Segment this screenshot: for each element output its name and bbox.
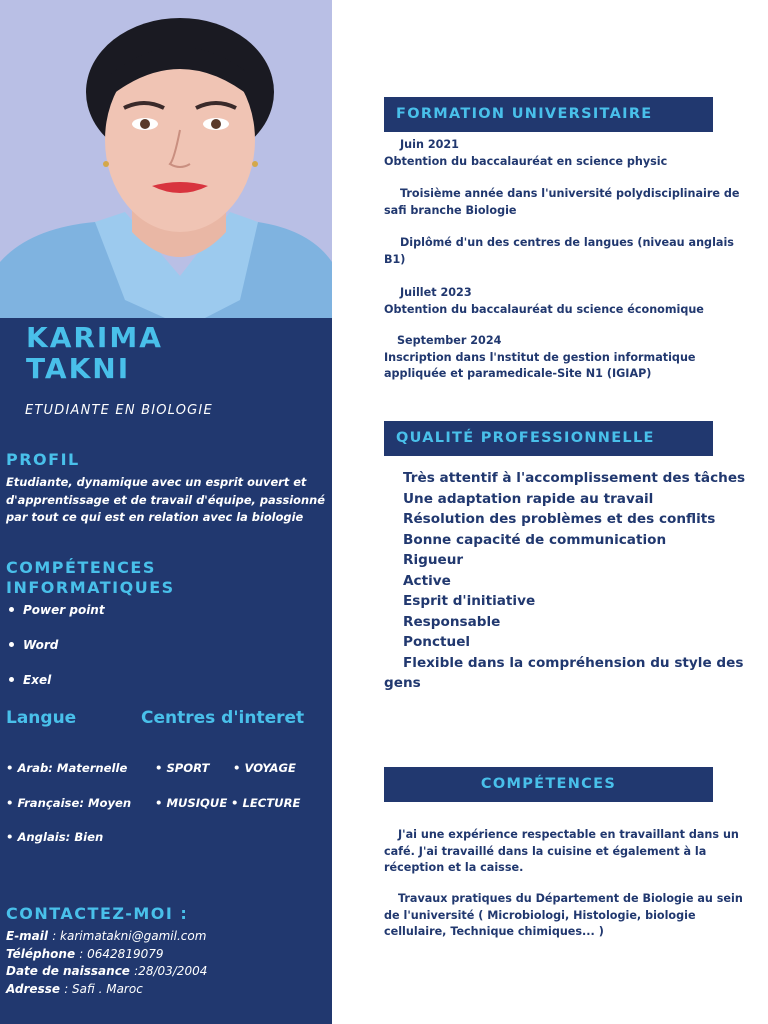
interest-item: • SPORT [155, 761, 210, 775]
contact-details [6, 928, 326, 998]
contact-email: E-mail : karimatakni@gamil.com [6, 929, 207, 943]
contact-heading: CONTACTEZ-MOI : [6, 904, 189, 923]
phone-value: : 0642819079 [79, 946, 164, 961]
list-item: Responsable [403, 613, 501, 630]
list-item: Une adaptation rapide au travail [403, 490, 654, 507]
formation-entry: Diplômé d'un des centres de langues (niveau anglais B1) [384, 236, 734, 266]
skills-list [8, 600, 105, 705]
profile-photo [0, 0, 332, 318]
address-value: : Safi . Maroc [64, 981, 143, 996]
formation-entry: September 2024 Inscription dans l'nstitut de gestion informatique appliquée et paramedicale-Site N1 (IGIAP) [384, 334, 696, 380]
formation-heading: FORMATION UNIVERSITAIRE [384, 97, 713, 132]
interest-item: • MUSIQUE [155, 796, 228, 810]
list-item: Ponctuel [403, 634, 471, 650]
first-name: KARIMA [26, 321, 163, 354]
language-item: • Française: Moyen [6, 796, 132, 810]
email-value[interactable]: : karimatakni@gamil.com [52, 929, 207, 943]
list-item: Esprit d'initiative [403, 593, 536, 609]
list-item: Bonne capacité de communication [403, 531, 667, 548]
qualite-heading: QUALITÉ PROFESSIONNELLE [384, 421, 713, 456]
contact-birth: Date de naissance :28/03/2004 [6, 964, 208, 978]
list-item: Word [8, 635, 105, 670]
list-item: Rigueur [403, 552, 464, 568]
bullet-icon [9, 677, 14, 682]
bullet-icon [9, 607, 14, 612]
birth-value: :28/03/2004 [134, 964, 208, 978]
bullet-icon [9, 642, 14, 647]
list-item: Exel [8, 670, 105, 705]
formation-entry: Troisième année dans l'université polydisciplinaire de safi branche Biologie [384, 187, 740, 217]
list-item: Power point [8, 600, 105, 635]
list-item: Résolution des problèmes et des conflits [403, 511, 716, 527]
language-item: • Anglais: Bien [6, 830, 104, 844]
interets-heading: Centres d'interet [141, 708, 305, 728]
langue-heading: Langue [6, 708, 77, 728]
language-item: • Arab: Maternelle [6, 761, 128, 775]
last-name: TAKNI [26, 352, 131, 385]
interest-item: • VOYAGE [233, 761, 296, 775]
job-title: ETUDIANTE EN BIOLOGIE [25, 403, 213, 418]
interest-item: • LECTURE [231, 796, 301, 810]
formation-entry: Juillet 2023 Obtention du baccalauréat du science économique [384, 286, 704, 316]
list-item: Très attentif à l'accomplissement des tâches [403, 470, 746, 486]
competence-paragraph: Travaux pratiques du Département de Biologie au sein de l'université ( Microbiologi, Histologie, biologie cellulaire, Technique chimiques... ) [384, 892, 743, 938]
list-item: Active [403, 572, 451, 589]
competences-heading: COMPÉTENCES [384, 767, 713, 802]
candidate-name [26, 322, 163, 384]
contact-address: Adresse : Safi . Maroc [6, 981, 143, 996]
competences-info-heading: COMPÉTENCES INFORMATIQUES [6, 558, 175, 597]
competence-paragraph: J'ai une expérience respectable en travaillant dans un café. J'ai travaillé dans la cuisine et également à la réception et la caisse. [384, 828, 739, 874]
qualite-list [384, 468, 754, 694]
sidebar [0, 0, 332, 1024]
profil-heading: PROFIL [6, 450, 80, 469]
formation-entry: Juin 2021 Obtention du baccalauréat en science physic [384, 138, 668, 168]
contact-phone: Téléphone : 0642819079 [6, 946, 164, 961]
profil-text: Etudiante, dynamique avec un esprit ouvert et d'apprentissage et de travail d'équipe, passionné par tout ce qui est en relation avec la biologie [6, 475, 325, 524]
list-item: Flexible dans la compréhension du style des gens [384, 654, 744, 691]
